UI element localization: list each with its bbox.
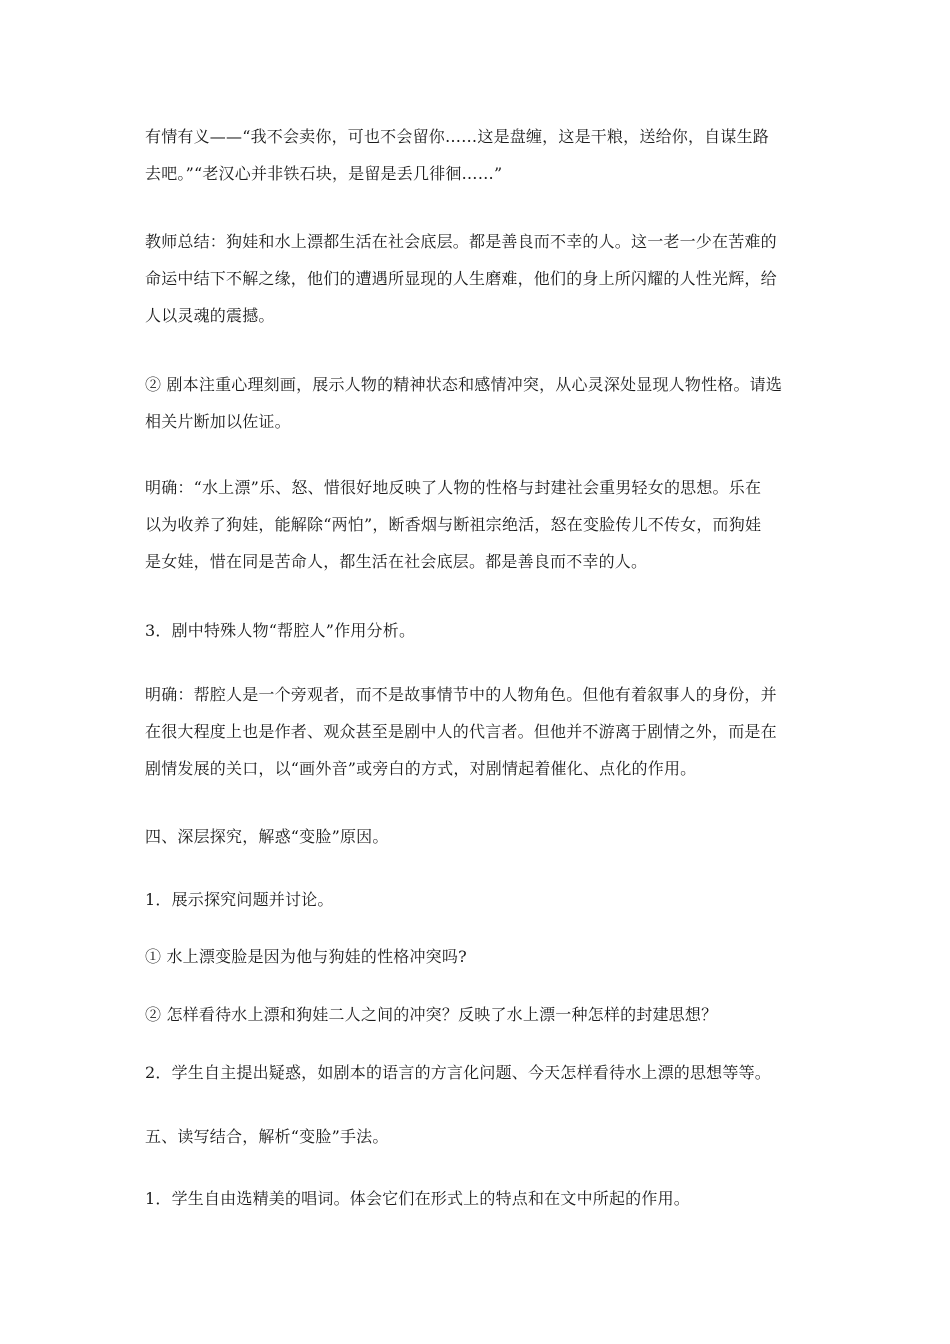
text-line: 1．学生自由选精美的唱词。体会它们在形式上的特点和在文中所起的作用。: [145, 1189, 690, 1208]
text-line: 教师总结：狗娃和水上漂都生活在社会底层。都是善良而不幸的人。这一老一少在苦难的: [145, 232, 777, 251]
list-item-1: [145, 881, 811, 918]
text-line: 3．剧中特殊人物“帮腔人”作用分析。: [145, 621, 416, 640]
list-item-1b: [145, 1180, 811, 1217]
list-item-2: [145, 1054, 811, 1091]
section-heading-4: [145, 818, 811, 855]
list-subitem-1: [145, 938, 811, 975]
paragraph-question-2: [145, 366, 811, 440]
text-line: 明确：“水上漂”乐、怒、惜很好地反映了人物的性格与封建社会重男轻女的思想。乐在: [145, 478, 762, 497]
text-line: 命运中结下不解之缘，他们的遭遇所显现的人生磨难，他们的身上所闪耀的人性光辉，给: [145, 269, 777, 288]
text-line: 五、读写结合，解析“变脸”手法。: [145, 1127, 389, 1146]
text-line: 是女娃，惜在同是苦命人，都生活在社会底层。都是善良而不幸的人。: [145, 552, 648, 571]
text-line: ② 剧本注重心理刻画，展示人物的精神状态和感情冲突，从心灵深处显现人物性格。请选: [145, 375, 783, 394]
text-line: 人以灵魂的震撼。: [145, 306, 275, 325]
text-line: 1．展示探究问题并讨论。: [145, 890, 334, 909]
text-line: 相关片断加以佐证。: [145, 412, 291, 431]
heading-special-character: [145, 612, 811, 649]
text-line: 剧情发展的关口，以“画外音”或旁白的方式，对剧情起着催化、点化的作用。: [145, 759, 697, 778]
text-line: 有情有义——“我不会卖你，可也不会留你……这是盘缠，这是干粮，送给你，自谋生路: [145, 127, 769, 146]
text-line: 以为收养了狗娃，能解除“两怕”，断香烟与断祖宗绝活，怒在变脸传儿不传女，而狗娃: [145, 515, 762, 534]
text-line: ① 水上漂变脸是因为他与狗娃的性格冲突吗?: [145, 947, 467, 966]
list-subitem-2: [145, 996, 811, 1033]
text-line: 去吧。”“老汉心并非铁石块，是留是丢几徘徊……”: [145, 164, 503, 183]
text-line: 四、深层探究，解惑“变脸”原因。: [145, 827, 389, 846]
text-line: 明确：帮腔人是一个旁观者，而不是故事情节中的人物角色。但他有着叙事人的身份，并: [145, 685, 777, 704]
text-line: 2．学生自主提出疑惑，如剧本的语言的方言化问题、今天怎样看待水上漂的思想等等。: [145, 1063, 771, 1082]
paragraph-teacher-summary: [145, 223, 811, 334]
section-heading-5: [145, 1118, 811, 1155]
text-line: ② 怎样看待水上漂和狗娃二人之间的冲突？反映了水上漂一种怎样的封建思想？: [145, 1005, 718, 1024]
paragraph-answer-emotions: [145, 469, 811, 580]
paragraph-answer-chorus: [145, 676, 811, 787]
text-line: 在很大程度上也是作者、观众甚至是剧中人的代言者。但他并不游离于剧情之外，而是在: [145, 722, 777, 741]
paragraph-dialogue-quote: [145, 118, 811, 192]
